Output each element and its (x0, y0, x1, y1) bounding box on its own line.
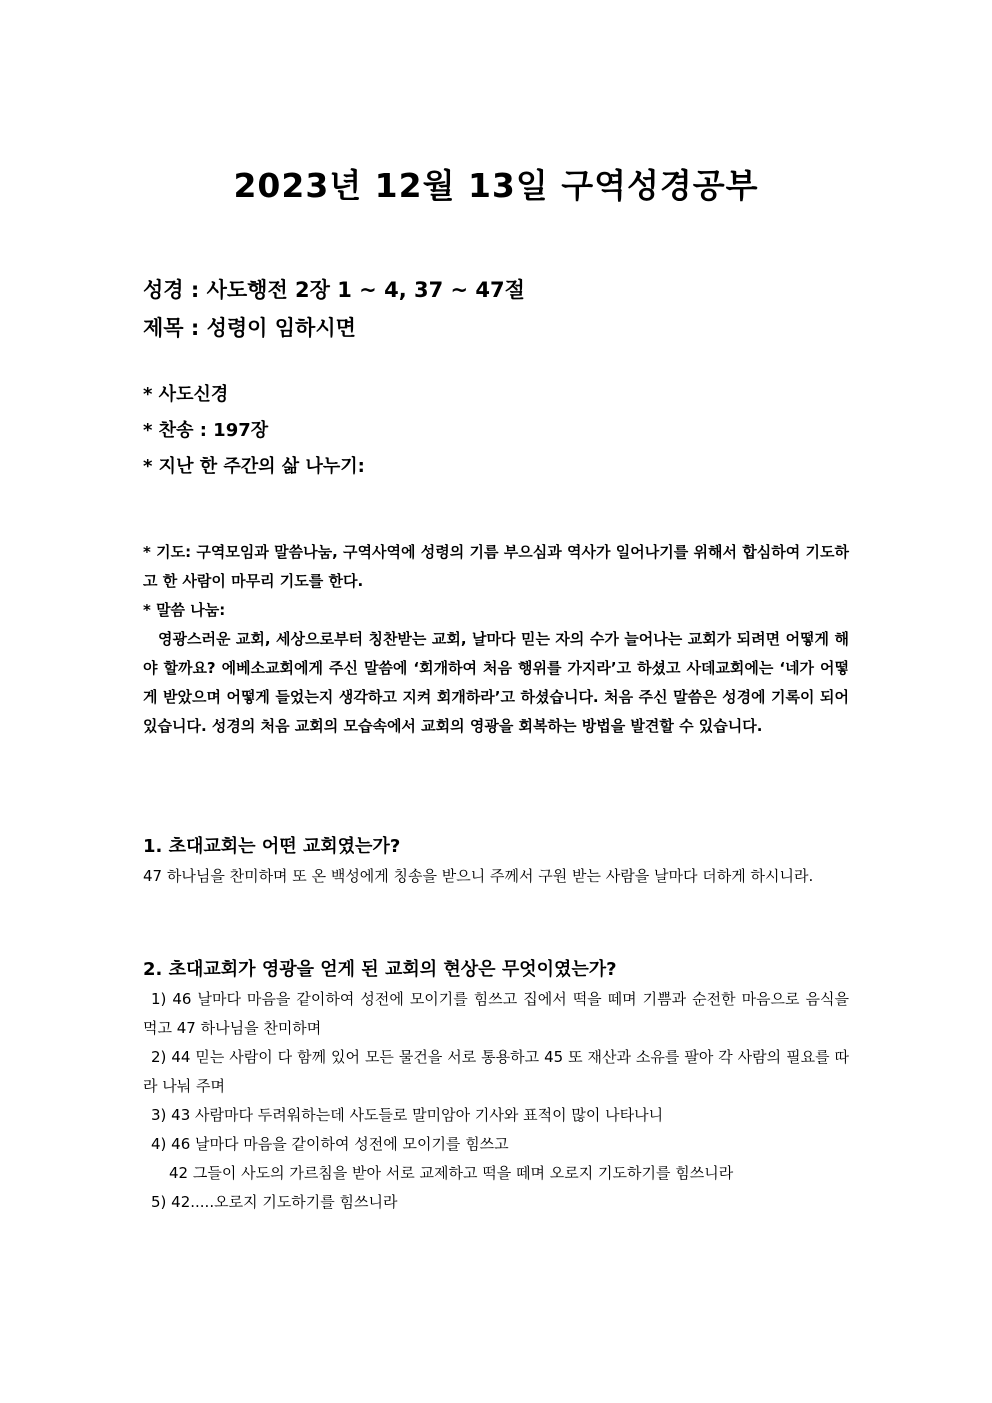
order-creed: * 사도신경 (143, 384, 229, 405)
page-title: 2023년 12월 13일 구역성경공부 (233, 166, 759, 205)
answer-2-item: 2) 44 믿는 사람이 다 함께 있어 모든 물건을 서로 통용하고 45 또 재산과 소유를 팔아 각 사람의 필요를 따라 나눠 주며 (143, 1048, 849, 1095)
question-1: 1. 초대교회는 어떤 교회였는가? (143, 836, 401, 857)
scripture-reference: 성경 : 사도행전 2장 1 ~ 4, 37 ~ 47절 (143, 278, 525, 302)
answer-2-item: 1) 46 날마다 마음을 같이하여 성전에 모이기를 힘쓰고 집에서 떡을 떼며 기쁨과 순전한 마음으로 음식을 먹고 47 하나님을 찬미하며 (143, 990, 849, 1037)
answer-2-item: 42 그들이 사도의 가르침을 받아 서로 교제하고 떡을 떼며 오로지 기도하기를 힘쓰니라 (169, 1164, 734, 1182)
answer-2-item: 3) 43 사람마다 두려워하는데 사도들로 말미암아 기사와 표적이 많이 나타나니 (151, 1106, 664, 1124)
word-body-paragraph: 영광스러운 교회, 세상으로부터 칭찬받는 교회, 날마다 믿는 자의 수가 늘어나는 교회가 되려면 어떻게 해야 할까요? 에베소교회에게 주신 말씀에 ‘회개하여 처음 행위를 가지라’고 하셨고 사데교회에는 ‘네가 어떻게 받았으며 어떻게 들었는지 생각하고 지켜 회개하라’고 하셨습니다. 처음 주신 말씀은 성경에 기록이 되어 있습니다. 성경의 처음 교회의 모습속에서 교회의 영광을 회복하는 방법을 발견할 수 있습니다. (143, 630, 849, 735)
question-2: 2. 초대교회가 영광을 얻게 된 교회의 현상은 무엇이였는가? (143, 959, 617, 980)
prayer-paragraph: * 기도: 구역모임과 말씀나눔, 구역사역에 성령의 기름 부으심과 역사가 일어나기를 위해서 합심하여 기도하고 한 사람이 마무리 기도를 한다. (143, 543, 849, 590)
order-sharing: * 지난 한 주간의 삶 나누기: (143, 456, 365, 477)
answer-2-item: 4) 46 날마다 마음을 같이하여 성전에 모이기를 힘쓰고 (151, 1135, 509, 1153)
word-heading: * 말씀 나눔: (143, 601, 226, 619)
order-hymn: * 찬송 : 197장 (143, 420, 269, 441)
answer-2-list (143, 985, 849, 1217)
answer-1-text: 47 하나님을 찬미하며 또 온 백성에게 칭송을 받으니 주께서 구원 받는 사람을 날마다 더하게 하시니라. (143, 867, 814, 885)
answer-2-item: 5) 42.....오로지 기도하기를 힘쓰니라 (151, 1193, 398, 1211)
prayer-and-word-section (143, 538, 849, 741)
answer-1 (143, 862, 849, 891)
sermon-subject: 제목 : 성령이 임하시면 (143, 316, 356, 340)
